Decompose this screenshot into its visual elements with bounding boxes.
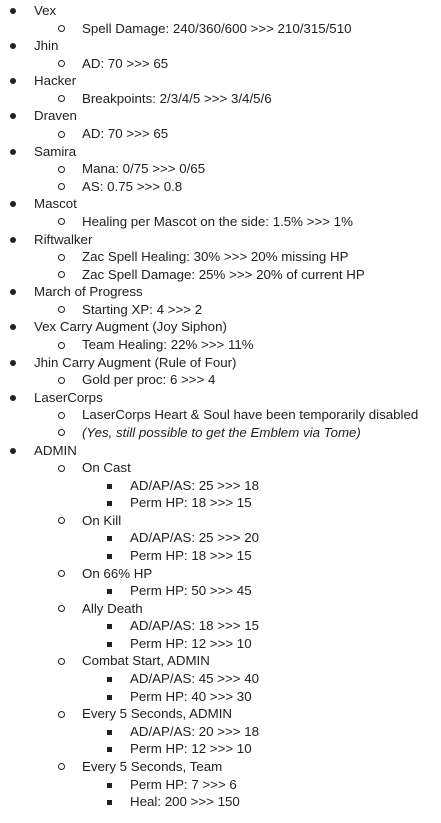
bullet-square-icon (107, 677, 112, 682)
bullet-circle-icon (58, 60, 65, 67)
list-item-text: Breakpoints: 2/3/4/5 >>> 3/4/5/6 (82, 90, 272, 106)
bullet-circle-icon (58, 271, 65, 278)
bullet-disc-icon (10, 149, 16, 155)
bullet-disc-icon (10, 360, 16, 366)
list-item-text: Combat Start, ADMIN (82, 653, 210, 669)
list-item-text: Zac Spell Damage: 25% >>> 20% of current HP (82, 266, 365, 282)
bullet-circle-icon (58, 658, 65, 665)
bullet-circle-icon (58, 166, 65, 173)
list-item-text: Riftwalker (34, 231, 93, 247)
bullet-square-icon (107, 554, 112, 559)
bullet-disc-icon (10, 201, 16, 207)
list-item-text: On 66% HP (82, 565, 153, 581)
list-item-text: Vex (34, 3, 57, 18)
list-item-text: Team Healing: 22% >>> 11% (82, 337, 254, 353)
bullet-square-icon (107, 800, 112, 805)
list-item-text: Perm HP: 18 >>> 15 (130, 547, 252, 563)
list-item-text: Gold per proc: 6 >>> 4 (82, 372, 216, 388)
bullet-circle-icon (58, 342, 65, 349)
bullet-circle-icon (58, 711, 65, 718)
bullet-square-icon (107, 589, 112, 594)
list-item-text: AD/AP/AS: 25 >>> 18 (130, 477, 259, 493)
bullet-circle-icon (58, 218, 65, 225)
list-item-text: Perm HP: 12 >>> 10 (130, 741, 252, 757)
list-item-text: Vex Carry Augment (Joy Siphon) (34, 319, 227, 335)
list-item-text: Perm HP: 50 >>> 45 (130, 583, 252, 599)
bullet-circle-icon (58, 570, 65, 577)
bullet-circle-icon (58, 306, 65, 313)
list-item-text: LaserCorps (34, 389, 103, 405)
list-item-text: Zac Spell Healing: 30% >>> 20% missing HP (82, 249, 349, 265)
list-item-text: AD/AP/AS: 25 >>> 20 (130, 530, 259, 546)
list-item-text: Perm HP: 12 >>> 10 (130, 635, 252, 651)
list-item-text: Every 5 Seconds, Team (82, 758, 223, 774)
list-item-text: On Cast (82, 460, 131, 476)
list-item-text: ADMIN (34, 442, 77, 458)
bullet-circle-icon (58, 763, 65, 770)
list-item-text: AD/AP/AS: 45 >>> 40 (130, 671, 259, 687)
list-item-text: Mana: 0/75 >>> 0/65 (82, 161, 206, 177)
bullet-square-icon (107, 695, 112, 700)
bullet-circle-icon (58, 605, 65, 612)
list-item-text: Heal: 200 >>> 150 (130, 794, 240, 810)
bullet-circle-icon (58, 429, 65, 436)
list-item-text: March of Progress (34, 284, 143, 300)
bullet-disc-icon (10, 395, 16, 401)
bullet-circle-icon (58, 254, 65, 261)
list-item-text: Draven (34, 108, 77, 124)
bullet-disc-icon (10, 289, 16, 295)
list-item-text: Hacker (34, 73, 77, 89)
bullet-disc-icon (10, 8, 16, 14)
bullet-circle-icon (58, 465, 65, 472)
list-item-text: Starting XP: 4 >>> 2 (82, 301, 203, 317)
bullet-circle-icon (58, 183, 65, 190)
bullet-circle-icon (58, 131, 65, 138)
list-item-text: (Yes, still possible to get the Emblem via Tome) (82, 424, 361, 440)
list-item-text: Perm HP: 18 >>> 15 (130, 495, 252, 511)
bullet-disc-icon (10, 324, 16, 330)
bullet-square-icon (107, 783, 112, 788)
bullet-disc-icon (10, 448, 16, 454)
bullet-circle-icon (58, 95, 65, 102)
bullet-disc-icon (10, 78, 16, 84)
bullet-disc-icon (10, 113, 16, 119)
list-item-text: Samira (34, 143, 77, 159)
bullet-square-icon (107, 730, 112, 735)
list-item-text: AD: 70 >>> 65 (82, 126, 169, 142)
bullet-square-icon (107, 536, 112, 541)
list-item-text: AD/AP/AS: 18 >>> 15 (130, 618, 259, 634)
list-item-text: Mascot (34, 196, 77, 212)
bullet-disc-icon (10, 237, 16, 243)
list-item-text: Every 5 Seconds, ADMIN (82, 706, 233, 722)
list-item-text: On Kill (82, 512, 122, 528)
list-item-text: Spell Damage: 240/360/600 >>> 210/315/510 (82, 20, 352, 36)
list-item-text: Jhin (34, 38, 59, 54)
list-item-text: Perm HP: 7 >>> 6 (130, 776, 237, 792)
list-item-text: AS: 0.75 >>> 0.8 (82, 178, 183, 194)
bullet-circle-icon (58, 25, 65, 32)
list-item-text: Ally Death (82, 600, 143, 616)
list-item-text: Perm HP: 40 >>> 30 (130, 688, 252, 704)
bullet-square-icon (107, 747, 112, 752)
bullet-circle-icon (58, 377, 65, 384)
bullet-square-icon (107, 642, 112, 647)
bullet-circle-icon (58, 412, 65, 419)
list-item-text: Healing per Mascot on the side: 1.5% >>> 1% (82, 213, 353, 229)
bullet-square-icon (107, 624, 112, 629)
list-item-text: LaserCorps Heart & Soul have been temporarily disabled (82, 407, 419, 423)
bullet-square-icon (107, 484, 112, 489)
list-item-text: AD: 70 >>> 65 (82, 55, 169, 71)
bullet-square-icon (107, 501, 112, 506)
list-item-text: AD/AP/AS: 20 >>> 18 (130, 723, 259, 739)
bullet-disc-icon (10, 43, 16, 49)
bullet-circle-icon (58, 517, 65, 524)
list-item-text: Jhin Carry Augment (Rule of Four) (34, 354, 237, 370)
